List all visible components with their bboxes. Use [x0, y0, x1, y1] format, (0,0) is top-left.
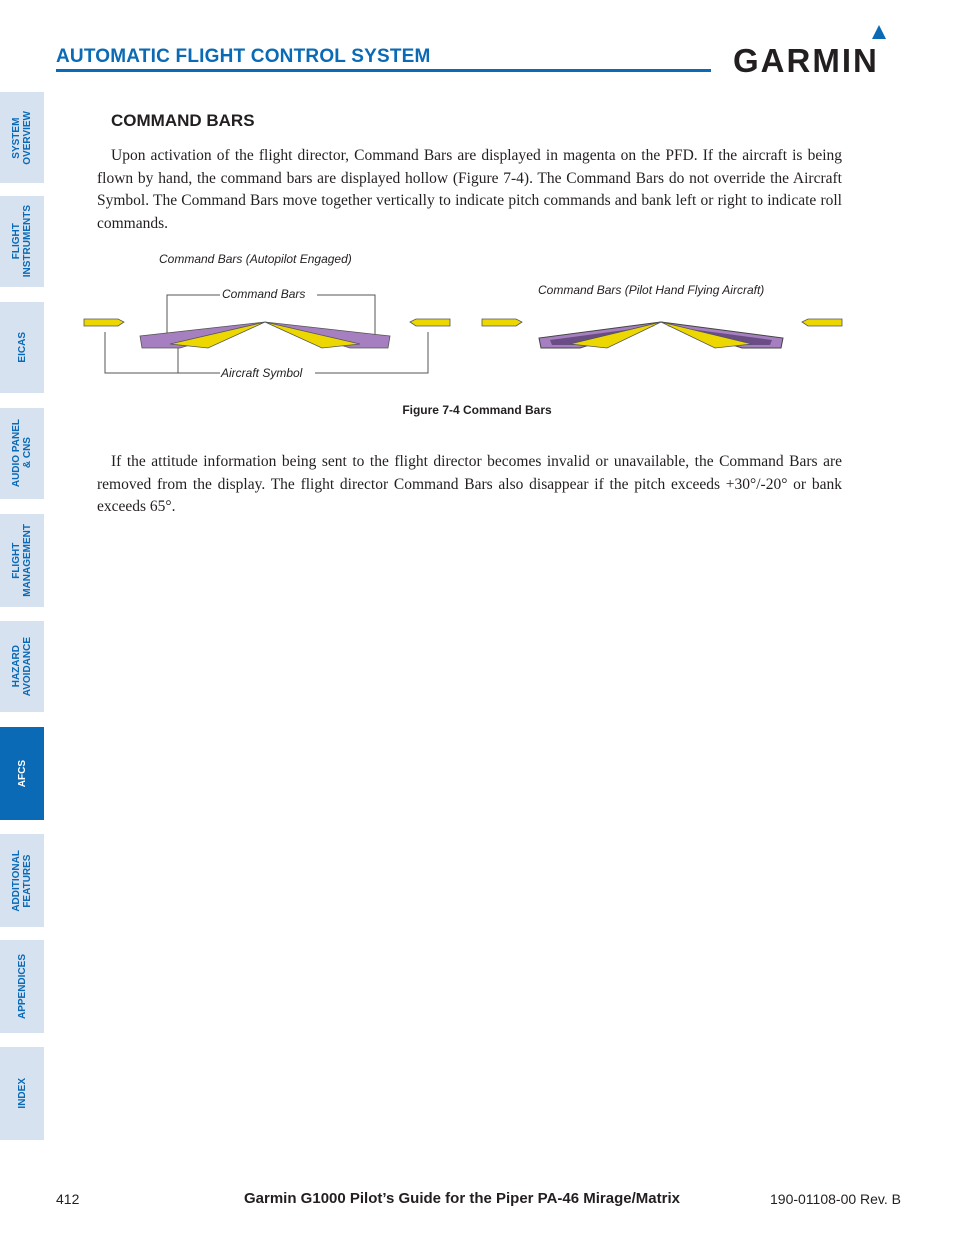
- garmin-logo: [733, 24, 899, 78]
- right-reference-tick-hand: [802, 319, 842, 326]
- right-reference-tick: [410, 319, 450, 326]
- tab-label: AUDIO PANEL & CNS: [11, 419, 33, 488]
- tab-index[interactable]: [0, 1047, 44, 1140]
- section-header: AUTOMATIC FLIGHT CONTROL SYSTEM: [56, 46, 431, 67]
- tab-label: INDEX: [16, 1078, 28, 1109]
- tab-flight-instruments[interactable]: [0, 196, 44, 287]
- tab-label: ADDITIONAL FEATURES: [11, 849, 33, 912]
- left-reference-tick: [84, 319, 124, 326]
- page-number: 412: [56, 1191, 80, 1207]
- tab-label: APPENDICES: [16, 953, 28, 1019]
- tab-afcs[interactable]: [0, 727, 44, 820]
- tab-hazard-avoidance[interactable]: [0, 621, 44, 712]
- tab-label: SYSTEM OVERVIEW: [11, 110, 33, 165]
- footer-title: Garmin G1000 Pilot’s Guide for the Piper PA-46 Mirage/Matrix: [244, 1190, 680, 1207]
- left-reference-tick-hand: [482, 319, 522, 326]
- paragraph-removal: If the attitude information being sent to the flight director becomes invalid or unavailable, the Command Bars are removed from the display. The flight director Command Bars also disappear if the pitch exceeds +30°/-20° or bank exceeds 65°.: [97, 453, 842, 515]
- figure-caption: Figure 7-4 Command Bars: [402, 403, 552, 417]
- tab-label: AFCS: [16, 759, 28, 788]
- section-title: COMMAND BARS: [111, 111, 255, 130]
- tab-label: FLIGHT MANAGEMENT: [11, 524, 33, 597]
- tab-system-overview[interactable]: [0, 92, 44, 183]
- garmin-triangle-icon: [871, 24, 887, 40]
- label-autopilot-engaged: Command Bars (Autopilot Engaged): [159, 252, 352, 266]
- tab-eicas[interactable]: [0, 302, 44, 393]
- tab-additional-features[interactable]: [0, 834, 44, 927]
- leader-lines: [105, 295, 428, 373]
- label-hand-flying: Command Bars (Pilot Hand Flying Aircraft): [538, 283, 765, 297]
- label-command-bars: Command Bars: [222, 287, 306, 301]
- tab-audio-panel-cns[interactable]: [0, 408, 44, 499]
- header-rule: [56, 69, 711, 72]
- tab-label: HAZARD AVOIDANCE: [11, 636, 33, 697]
- paragraph-intro: Upon activation of the flight director, Command Bars are displayed in magenta on the PFD. If the aircraft is being flown by hand, the command bars are displayed hollow (Figure 7-4). The Command Bars do not override the Aircraft Symbol. The Command Bars move together vertically to indicate pitch commands and bank left or right to indicate roll commands.: [97, 147, 842, 232]
- document-revision: 190-01108-00 Rev. B: [770, 1191, 902, 1207]
- tab-appendices[interactable]: [0, 940, 44, 1033]
- label-aircraft-symbol: Aircraft Symbol: [221, 366, 303, 380]
- tab-flight-management[interactable]: [0, 514, 44, 607]
- command-bars-figure: [80, 240, 860, 390]
- garmin-wordmark: GARMIN: [733, 42, 879, 79]
- tab-label: FLIGHT INSTRUMENTS: [11, 205, 33, 278]
- tab-label: EICAS: [16, 332, 28, 363]
